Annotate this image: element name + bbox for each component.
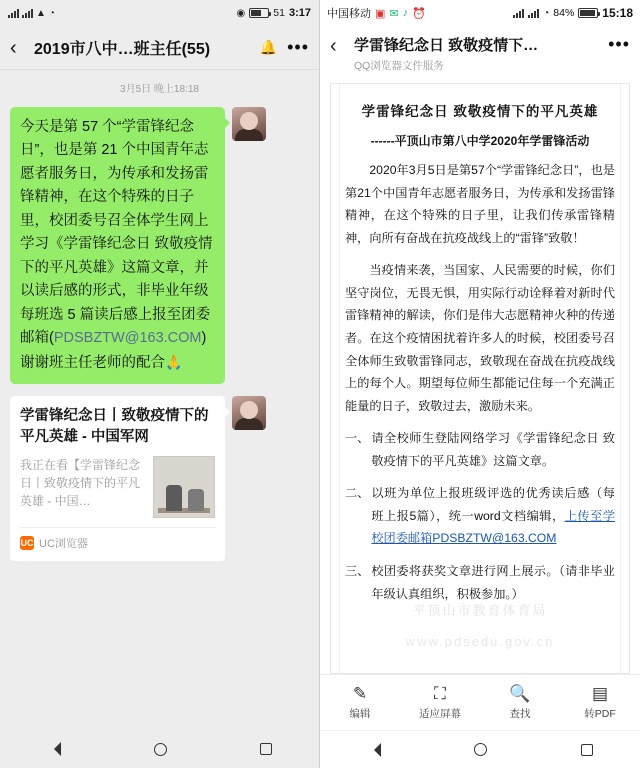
toolbar-label: 适应屏幕 bbox=[419, 707, 461, 720]
right-status-bar bbox=[320, 0, 640, 26]
wifi-icon: ◔ bbox=[543, 7, 550, 19]
document-subheading: ------平顶山市第八中学2020年学雷锋活动 bbox=[370, 134, 590, 148]
fit-screen-icon: ⛶ bbox=[434, 683, 446, 703]
link-card-row bbox=[10, 396, 309, 561]
left-clock: 3:17 bbox=[288, 7, 311, 19]
right-system-navbar bbox=[320, 730, 640, 768]
email-link[interactable]: 上传至学校团委邮箱PDSBZTW@163.COM bbox=[371, 508, 615, 546]
right-clock: 15:18 bbox=[602, 6, 633, 20]
left-status-bar bbox=[0, 0, 319, 26]
nav-home-icon[interactable] bbox=[154, 743, 167, 756]
back-arrow-icon[interactable]: ‹ bbox=[330, 35, 337, 57]
toolbar-search-button[interactable] bbox=[480, 685, 560, 721]
document-paragraph: 当疫情来袭，当国家、人民需要的时候，你们坚守岗位，无畏无惧，用实际行动诠释着对新时代雷锋精神的解读，你们是伟大志愿精神火种的传递者。在这个疫情困扰着许多人的时候，校团委号召全体师生致敬雷锋同志，致敬现在奋战在抗疫战线上的每个人。期望每位师生都能记住每一个充满正能量的日子，致敬过去，激励未来。 bbox=[345, 263, 615, 413]
message-text-tail: )谢谢班主任老师的配合 bbox=[20, 330, 207, 371]
more-dots-icon[interactable]: ••• bbox=[608, 34, 630, 54]
doc-title: 学雷锋纪念日 致敬疫情下… bbox=[354, 37, 539, 54]
nav-recents-icon[interactable] bbox=[260, 743, 272, 755]
chat-message-row bbox=[10, 107, 309, 384]
watermark-url: www.pdsedu.gov.cn bbox=[405, 634, 555, 649]
watermark-org: 平顶山市教育体育局 bbox=[412, 603, 548, 618]
message-text: 今天是第 57 个“学雷锋纪念日”，也是第 21 个中国青年志愿者服务日，为传承和发扬雷锋精神，在这个特殊的日子里，校团委号召全体学生网上学习《学雷锋纪念日 致敬疫情下的平凡英雄》这篇文章，并以读后感的形式，非毕业年级每班选 5 篇读后感上报至团委邮箱( bbox=[20, 119, 213, 347]
alarm-icon: ⏰ bbox=[412, 7, 426, 20]
list-item-text bbox=[371, 482, 615, 550]
message-email-link[interactable]: PDSBZTW@163.COM bbox=[53, 330, 202, 347]
notification-icon: ▣ bbox=[375, 7, 386, 20]
carrier-label: 中国移动 bbox=[327, 8, 371, 20]
link-card-body bbox=[20, 456, 215, 518]
battery-percent: 84% bbox=[553, 7, 575, 19]
signal-icon bbox=[8, 8, 19, 18]
link-card-description: 我正在看【学雷锋纪念日丨致敬疫情下的平凡英雄 - 中国… bbox=[20, 458, 141, 509]
wechat-nav-bar bbox=[0, 26, 319, 70]
message-bubble[interactable] bbox=[10, 107, 225, 384]
toolbar-edit-button[interactable] bbox=[320, 685, 400, 721]
avatar[interactable] bbox=[232, 107, 266, 141]
status-left-group bbox=[327, 5, 426, 21]
nav-back-icon[interactable] bbox=[47, 742, 61, 756]
battery-icon bbox=[578, 8, 598, 18]
doc-subtitle-source: QQ浏览器文件服务 bbox=[354, 60, 444, 72]
alarm-badge: 51 bbox=[273, 7, 285, 19]
music-icon: ♪ bbox=[402, 7, 409, 19]
message-timestamp: 3月5日 晚上18:18 bbox=[120, 84, 199, 95]
document-list-item bbox=[345, 560, 615, 605]
chat-title: 2019市八中…班主任(55) bbox=[34, 41, 211, 58]
document-viewer[interactable] bbox=[330, 83, 630, 674]
back-arrow-icon[interactable]: ‹ bbox=[10, 36, 17, 59]
link-card-title: 学雷锋纪念日丨致敬疫情下的平凡英雄 - 中国军网 bbox=[20, 408, 209, 446]
document-list-item bbox=[345, 427, 615, 472]
toolbar-label: 转PDF bbox=[584, 707, 616, 720]
message-icon: ✉ bbox=[389, 7, 399, 20]
article-thumbnail bbox=[153, 456, 215, 518]
wifi-icon-2: ◔ bbox=[48, 7, 55, 19]
nav-back-icon[interactable] bbox=[367, 743, 381, 757]
eye-icon: ◉ bbox=[236, 7, 246, 19]
list-item-text: 请全校师生登陆网络学习《学雷锋纪念日 致敬疫情下的平凡英雄》这篇文章。 bbox=[371, 431, 615, 468]
pray-emoji-icon: 🙏 bbox=[165, 353, 183, 370]
nav-home-icon[interactable] bbox=[474, 743, 487, 756]
list-item-text-body: 以班为单位上报班级评选的优秀读后感（每班上报5篇），统一word文档编辑， bbox=[371, 486, 615, 523]
document-toolbar bbox=[320, 674, 640, 730]
shared-link-card[interactable] bbox=[10, 396, 225, 561]
toolbar-to-pdf-button[interactable] bbox=[560, 685, 640, 721]
toolbar-fit-screen-button[interactable] bbox=[400, 685, 480, 721]
search-icon: 🔍 bbox=[509, 683, 531, 703]
nav-recents-icon[interactable] bbox=[581, 744, 593, 756]
uc-browser-icon: UC bbox=[20, 538, 34, 549]
toolbar-label: 编辑 bbox=[349, 707, 371, 720]
document-list-item bbox=[345, 482, 615, 550]
status-right-icons bbox=[237, 7, 311, 19]
status-right-group bbox=[513, 6, 633, 20]
status-left-icons bbox=[8, 8, 55, 19]
more-dots-icon[interactable]: ••• bbox=[287, 37, 309, 57]
list-item-number: 一、 bbox=[345, 431, 370, 446]
battery-icon bbox=[249, 8, 269, 18]
doc-title-group bbox=[354, 34, 600, 73]
wifi-icon: ▲ bbox=[36, 7, 46, 19]
chat-message-list[interactable] bbox=[0, 70, 319, 730]
document-paragraph: 2020年3月5日是第57个“学雷锋纪念日”，也是第21个中国青年志愿者服务日，为传承和发扬雷锋精神，在这个特殊的日子里，让我们传承雷锋精神，向所有奋战在抗疫战线上的“雷锋”致敬！ bbox=[345, 163, 615, 245]
avatar[interactable] bbox=[232, 396, 266, 430]
link-card-source: UC浏览器 bbox=[39, 538, 88, 551]
edit-icon: ✎ bbox=[352, 683, 368, 703]
list-item-number: 二、 bbox=[345, 486, 370, 501]
list-item-text: 校团委将获奖文章进行网上展示。（请非毕业年级认真组织，积极参加。） bbox=[371, 564, 615, 601]
list-item-number: 三、 bbox=[345, 564, 370, 578]
document-heading: 学雷锋纪念日 致敬疫情下的平凡英雄 bbox=[361, 104, 599, 119]
left-system-navbar bbox=[0, 730, 319, 768]
qq-browser-screen bbox=[320, 0, 640, 768]
toolbar-label: 查找 bbox=[509, 707, 531, 720]
signal-icon-2 bbox=[528, 8, 539, 18]
signal-icon-2 bbox=[22, 8, 33, 18]
signal-icon bbox=[513, 8, 524, 18]
link-card-footer bbox=[20, 527, 215, 551]
pdf-icon: ▤ bbox=[591, 683, 609, 703]
mute-bell-icon[interactable]: 🔔 bbox=[259, 39, 278, 55]
qq-nav-bar bbox=[320, 26, 640, 83]
